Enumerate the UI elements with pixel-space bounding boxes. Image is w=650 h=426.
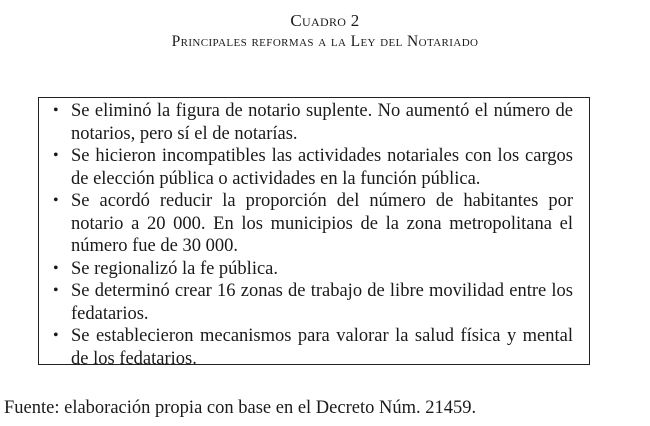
reforms-list: [53, 100, 573, 370]
caption-number: Cuadro 2: [290, 11, 360, 30]
reform-text: Se establecieron mecanismos para valorar la salud física y mental de los fedatarios.: [71, 326, 573, 369]
reform-text: Se eliminó la figura de notario suplente. No aumentó el número de notarios, pero sí el de notarías.: [71, 101, 573, 144]
reform-text: Se acordó reducir la proporción del número de habitantes por notario a 20 000. En los municipios de la zona metropolitana el número fue de 30 000.: [71, 191, 573, 256]
reform-text: Se determinó crear 16 zonas de trabajo de libre movilidad entre los fedatarios.: [71, 281, 573, 324]
reform-item: [53, 280, 573, 325]
reform-item: [53, 145, 573, 190]
bullet-icon: •: [53, 147, 59, 164]
reforms-box: [38, 97, 590, 369]
reform-item: [53, 258, 573, 281]
caption-title: Principales reformas a la Ley del Notariado: [171, 33, 479, 50]
reform-item: [53, 100, 573, 145]
source-note: Fuente: elaboración propia con base en el Decreto Núm. 21459.: [4, 398, 477, 418]
bullet-icon: •: [53, 282, 59, 299]
reform-item: [53, 325, 573, 370]
reform-text: Se regionalizó la fe pública.: [71, 258, 279, 279]
bullet-icon: •: [53, 192, 59, 209]
bullet-icon: •: [53, 102, 59, 119]
table-caption: [0, 10, 650, 52]
reform-text: Se hicieron incompatibles las actividades notariales con los cargos de elección pública o actividades en la función pública.: [71, 146, 573, 189]
bullet-icon: •: [53, 327, 59, 344]
bullet-icon: •: [53, 259, 59, 277]
reform-item: [53, 190, 573, 258]
